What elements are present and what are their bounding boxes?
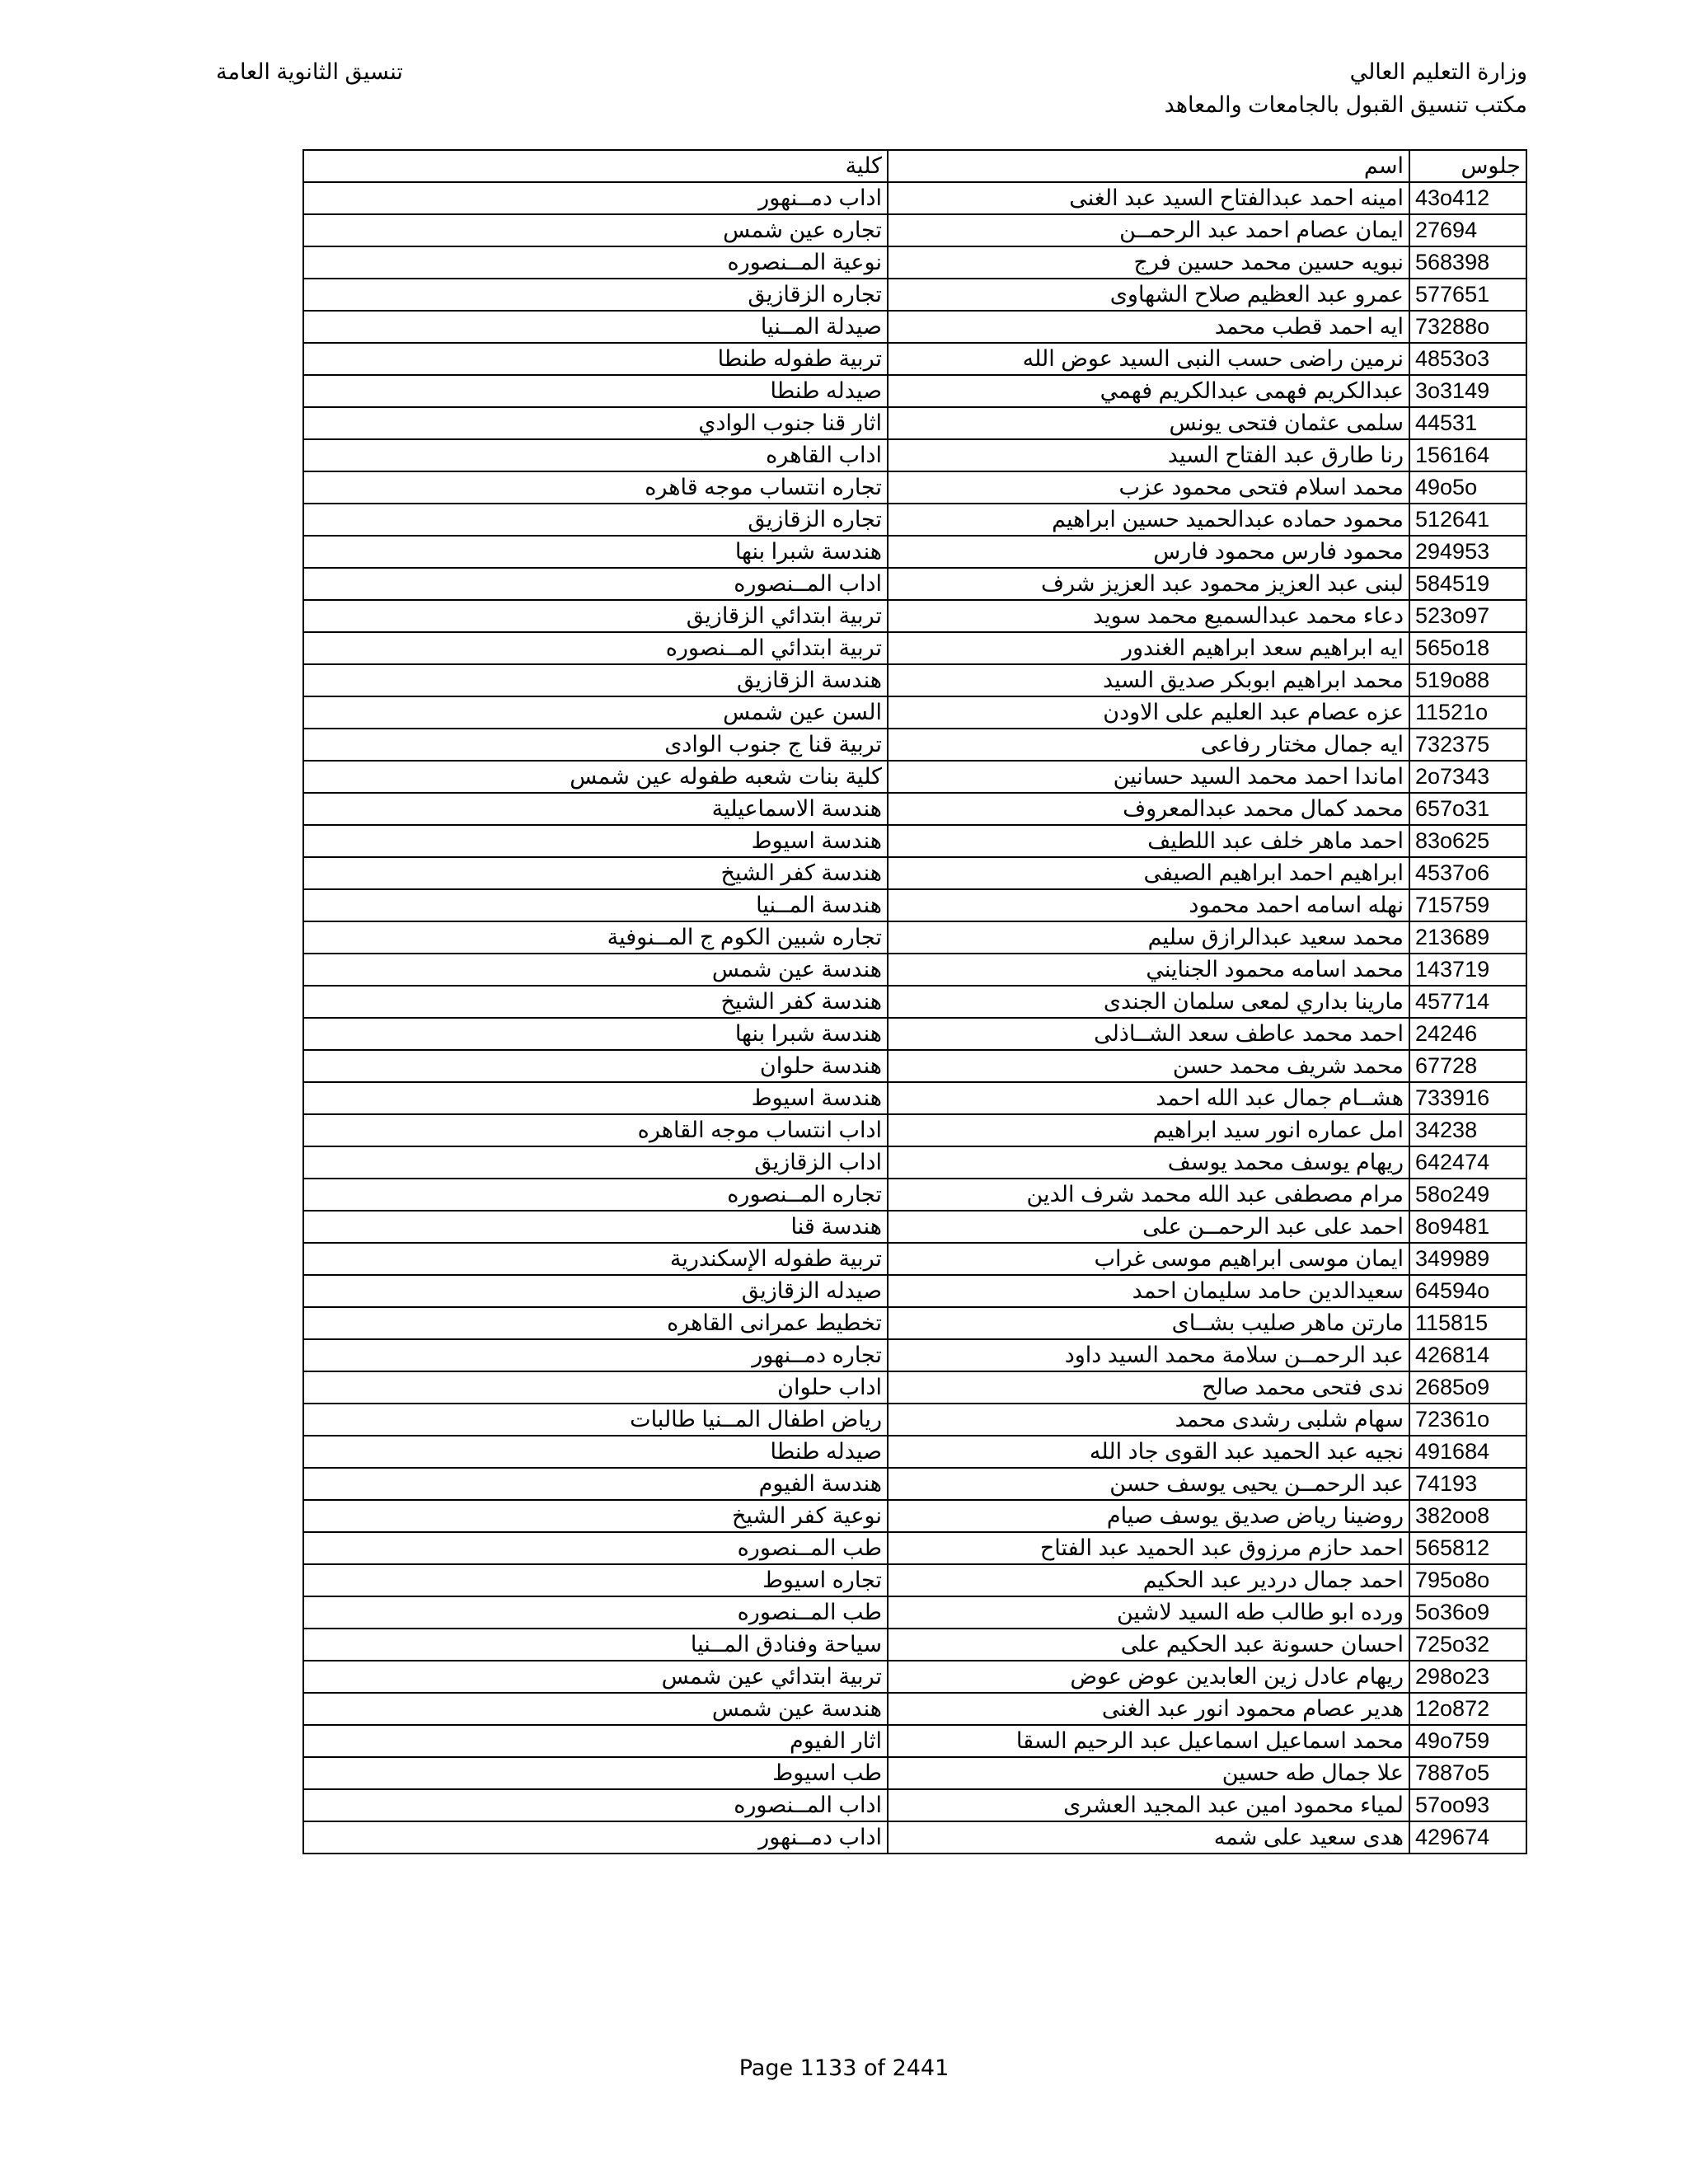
faculty-cell: تجاره دمــنهور [303, 1339, 888, 1371]
seat-number-cell: 457714 [1409, 986, 1526, 1018]
table-row [303, 889, 1526, 921]
table-row [303, 729, 1526, 761]
table-row [303, 279, 1526, 311]
faculty-cell: تخطيط عمرانى القاهره [303, 1307, 888, 1339]
table-row [303, 504, 1526, 536]
faculty-cell: هندسة اسيوط [303, 825, 888, 857]
name-cell: ندى فتحى محمد صالح [888, 1371, 1409, 1404]
name-cell: محمود فارس محمود فارس [888, 536, 1409, 568]
faculty-cell: اداب انتساب موجه القاهره [303, 1114, 888, 1146]
name-cell: محمد اسامه محمود الجنايني [888, 954, 1409, 986]
seat-number-cell: 58o249 [1409, 1179, 1526, 1211]
faculty-cell: تربية طفوله طنطا [303, 343, 888, 375]
name-cell: نرمين راضى حسب النبى السيد عوض الله [888, 343, 1409, 375]
seat-number-cell: 715759 [1409, 889, 1526, 921]
seat-number-cell: 642474 [1409, 1146, 1526, 1179]
seat-number-cell: 657o31 [1409, 793, 1526, 825]
column-header-faculty: كلية [303, 150, 888, 182]
name-cell: محمد ابراهيم ابوبكر صديق السيد [888, 664, 1409, 696]
faculty-cell: تجاره شبين الكوم ج المــنوفية [303, 921, 888, 954]
faculty-cell: صيدله الزقازيق [303, 1275, 888, 1307]
faculty-cell: اداب المــنصوره [303, 568, 888, 600]
ministry-title: وزارة التعليم العالي [1349, 59, 1527, 84]
page-number: Page 1133 of 2441 [738, 2055, 950, 2081]
name-cell: سعيدالدين حامد سليمان احمد [888, 1275, 1409, 1307]
name-cell: نهله اسامه احمد محمود [888, 889, 1409, 921]
seat-number-cell: 725o32 [1409, 1629, 1526, 1661]
faculty-cell: طب اسيوط [303, 1757, 888, 1789]
name-cell: مارتن ماهر صليب بشــاى [888, 1307, 1409, 1339]
seat-number-cell: 43o412 [1409, 182, 1526, 214]
faculty-cell: تربية طفوله الإسكندرية [303, 1243, 888, 1275]
faculty-cell: هندسة قنا [303, 1211, 888, 1243]
seat-number-cell: 298o23 [1409, 1661, 1526, 1693]
seat-number-cell: 4853o3 [1409, 343, 1526, 375]
table-row [303, 1404, 1526, 1436]
name-cell: محمد اسلام فتحى محمود عزب [888, 471, 1409, 504]
table-row [303, 1050, 1526, 1082]
faculty-cell: صيدله طنطا [303, 1436, 888, 1468]
faculty-cell: صيدلة المــنيا [303, 311, 888, 343]
name-cell: محمد سعيد عبدالرازق سليم [888, 921, 1409, 954]
seat-number-cell: 577651 [1409, 279, 1526, 311]
faculty-cell: هندسة المــنيا [303, 889, 888, 921]
name-cell: ريهام يوسف محمد يوسف [888, 1146, 1409, 1179]
faculty-cell: هندسة كفر الشيخ [303, 986, 888, 1018]
seat-number-cell: 565812 [1409, 1532, 1526, 1564]
seat-number-cell: 349989 [1409, 1243, 1526, 1275]
table-row [303, 182, 1526, 214]
seat-number-cell: 795o8o [1409, 1564, 1526, 1596]
seat-number-cell: 512641 [1409, 504, 1526, 536]
faculty-cell: تربية ابتدائي الزقازيق [303, 600, 888, 632]
seat-number-cell: 74193 [1409, 1468, 1526, 1500]
seat-number-cell: 11521o [1409, 696, 1526, 729]
table-row [303, 632, 1526, 664]
table-row [303, 343, 1526, 375]
column-header-seat: جلوس [1409, 150, 1526, 182]
table-header-row [303, 150, 1526, 182]
table-row [303, 696, 1526, 729]
seat-number-cell: 83o625 [1409, 825, 1526, 857]
table-row [303, 1275, 1526, 1307]
name-cell: محمد شريف محمد حسن [888, 1050, 1409, 1082]
faculty-cell: طب المــنصوره [303, 1596, 888, 1629]
faculty-cell: صيدله طنطا [303, 375, 888, 407]
faculty-cell: تجاره عين شمس [303, 214, 888, 246]
name-cell: هدير عصام محمود انور عبد الغنى [888, 1693, 1409, 1725]
table-row [303, 471, 1526, 504]
name-cell: امل عماره انور سيد ابراهيم [888, 1114, 1409, 1146]
faculty-cell: هندسة عين شمس [303, 954, 888, 986]
name-cell: احسان حسونة عبد الحكيم على [888, 1629, 1409, 1661]
faculty-cell: سياحة وفنادق المــنيا [303, 1629, 888, 1661]
table-row [303, 1243, 1526, 1275]
table-row [303, 1821, 1526, 1854]
faculty-cell: اثار الفيوم [303, 1725, 888, 1757]
table-row [303, 1371, 1526, 1404]
faculty-cell: اثار قنا جنوب الوادي [303, 407, 888, 439]
seat-number-cell: 12o872 [1409, 1693, 1526, 1725]
name-cell: سهام شلبى رشدى محمد [888, 1404, 1409, 1436]
seat-number-cell: 115815 [1409, 1307, 1526, 1339]
seat-number-cell: 584519 [1409, 568, 1526, 600]
page-header-ministry [1165, 55, 1527, 121]
name-cell: ايه جمال مختار رفاعى [888, 729, 1409, 761]
table-body [303, 182, 1526, 1854]
seat-number-cell: 5o36o9 [1409, 1596, 1526, 1629]
table-row [303, 1757, 1526, 1789]
seat-number-cell: 2o7343 [1409, 761, 1526, 793]
table-row [303, 1179, 1526, 1211]
table-row [303, 1725, 1526, 1757]
table-row [303, 664, 1526, 696]
table-row [303, 1146, 1526, 1179]
faculty-cell: طب المــنصوره [303, 1532, 888, 1564]
faculty-cell: اداب الزقازيق [303, 1146, 888, 1179]
faculty-cell: هندسة عين شمس [303, 1693, 888, 1725]
name-cell: عزه عصام عبد العليم على الاودن [888, 696, 1409, 729]
name-cell: ورده ابو طالب طه السيد لاشين [888, 1596, 1409, 1629]
table-row [303, 825, 1526, 857]
seat-number-cell: 156164 [1409, 439, 1526, 471]
name-cell: ريهام عادل زين العابدين عوض عوض [888, 1661, 1409, 1693]
name-cell: مرام مصطفى عبد الله محمد شرف الدين [888, 1179, 1409, 1211]
seat-number-cell: 57oo93 [1409, 1789, 1526, 1821]
table-row [303, 1211, 1526, 1243]
faculty-cell: هندسة حلوان [303, 1050, 888, 1082]
table-row [303, 214, 1526, 246]
table-row [303, 1500, 1526, 1532]
table-row [303, 1082, 1526, 1114]
table-row [303, 1114, 1526, 1146]
faculty-cell: تجاره الزقازيق [303, 279, 888, 311]
name-cell: محمد اسماعيل اسماعيل عبد الرحيم السقا [888, 1725, 1409, 1757]
seat-number-cell: 2685o9 [1409, 1371, 1526, 1404]
name-cell: اماندا احمد محمد السيد حسانين [888, 761, 1409, 793]
name-cell: ايه ابراهيم سعد ابراهيم الغندور [888, 632, 1409, 664]
table-row [303, 600, 1526, 632]
seat-number-cell: 34238 [1409, 1114, 1526, 1146]
table-row [303, 857, 1526, 889]
faculty-cell: هندسة الاسماعيلية [303, 793, 888, 825]
table-row [303, 1468, 1526, 1500]
seat-number-cell: 568398 [1409, 246, 1526, 279]
name-cell: احمد على عبد الرحمــن على [888, 1211, 1409, 1243]
faculty-cell: تجاره الزقازيق [303, 504, 888, 536]
name-cell: عمرو عبد العظيم صلاح الشهاوى [888, 279, 1409, 311]
table-row [303, 1436, 1526, 1468]
name-cell: لبنى عبد العزيز محمود عبد العزيز شرف [888, 568, 1409, 600]
name-cell: هدى سعيد على شمه [888, 1821, 1409, 1854]
office-title: مكتب تنسيق القبول بالجامعات والمعاهد [1164, 92, 1527, 117]
faculty-cell: كلية بنات شعبه طفوله عين شمس [303, 761, 888, 793]
faculty-cell: تربية ابتدائي عين شمس [303, 1661, 888, 1693]
name-cell: ايمان عصام احمد عبد الرحمــن [888, 214, 1409, 246]
seat-number-cell: 73288o [1409, 311, 1526, 343]
name-cell: احمد ماهر خلف عبد اللطيف [888, 825, 1409, 857]
name-cell: ايمان موسى ابراهيم موسى غراب [888, 1243, 1409, 1275]
name-cell: احمد حازم مرزوق عبد الحميد عبد الفتاح [888, 1532, 1409, 1564]
seat-number-cell: 67728 [1409, 1050, 1526, 1082]
faculty-cell: تجاره المــنصوره [303, 1179, 888, 1211]
table-row [303, 1339, 1526, 1371]
faculty-cell: هندسة الزقازيق [303, 664, 888, 696]
table-row [303, 1661, 1526, 1693]
table-row [303, 1564, 1526, 1596]
coordination-title: تنسيق الثانوية العامة [216, 59, 403, 84]
faculty-cell: تجاره انتساب موجه قاهره [303, 471, 888, 504]
name-cell: لمياء محمود امين عبد المجيد العشرى [888, 1789, 1409, 1821]
name-cell: عبد الرحمــن يحيى يوسف حسن [888, 1468, 1409, 1500]
faculty-cell: تجاره اسيوط [303, 1564, 888, 1596]
faculty-cell: اداب دمــنهور [303, 182, 888, 214]
name-cell: عبدالكريم فهمى عبدالكريم فهمي [888, 375, 1409, 407]
faculty-cell: تربية قنا ج جنوب الوادى [303, 729, 888, 761]
seat-number-cell: 732375 [1409, 729, 1526, 761]
faculty-cell: هندسة شبرا بنها [303, 536, 888, 568]
faculty-cell: تربية ابتدائي المــنصوره [303, 632, 888, 664]
name-cell: محمد كمال محمد عبدالمعروف [888, 793, 1409, 825]
faculty-cell: السن عين شمس [303, 696, 888, 729]
table-row [303, 921, 1526, 954]
seat-number-cell: 4537o6 [1409, 857, 1526, 889]
seat-number-cell: 49o5o [1409, 471, 1526, 504]
seat-number-cell: 49o759 [1409, 1725, 1526, 1757]
table-row [303, 246, 1526, 279]
name-cell: ايه احمد قطب محمد [888, 311, 1409, 343]
faculty-cell: هندسة الفيوم [303, 1468, 888, 1500]
faculty-cell: نوعية المــنصوره [303, 246, 888, 279]
seat-number-cell: 24246 [1409, 1018, 1526, 1050]
table-row [303, 536, 1526, 568]
name-cell: علا جمال طه حسين [888, 1757, 1409, 1789]
seat-number-cell: 213689 [1409, 921, 1526, 954]
name-cell: دعاء محمد عبدالسميع محمد سويد [888, 600, 1409, 632]
faculty-cell: هندسة شبرا بنها [303, 1018, 888, 1050]
name-cell: سلمى عثمان فتحى يونس [888, 407, 1409, 439]
table-row [303, 407, 1526, 439]
seat-number-cell: 426814 [1409, 1339, 1526, 1371]
seat-number-cell: 429674 [1409, 1821, 1526, 1854]
seat-number-cell: 7887o5 [1409, 1757, 1526, 1789]
column-header-name: اسم [888, 150, 1409, 182]
faculty-cell: اداب دمــنهور [303, 1821, 888, 1854]
seat-number-cell: 733916 [1409, 1082, 1526, 1114]
seat-number-cell: 294953 [1409, 536, 1526, 568]
faculty-cell: اداب القاهره [303, 439, 888, 471]
seat-number-cell: 491684 [1409, 1436, 1526, 1468]
table-row [303, 1693, 1526, 1725]
table-row [303, 1789, 1526, 1821]
name-cell: امينه احمد عبدالفتاح السيد عبد الغنى [888, 182, 1409, 214]
seat-number-cell: 64594o [1409, 1275, 1526, 1307]
seat-number-cell: 72361o [1409, 1404, 1526, 1436]
seat-number-cell: 8o9481 [1409, 1211, 1526, 1243]
faculty-cell: هندسة كفر الشيخ [303, 857, 888, 889]
faculty-cell: رياض اطفال المــنيا طالبات [303, 1404, 888, 1436]
seat-number-cell: 143719 [1409, 954, 1526, 986]
table-row [303, 1018, 1526, 1050]
results-table [302, 149, 1527, 1854]
table-row [303, 761, 1526, 793]
table-row [303, 986, 1526, 1018]
name-cell: مارينا بداري لمعى سلمان الجندى [888, 986, 1409, 1018]
name-cell: احمد محمد عاطف سعد الشــاذلى [888, 1018, 1409, 1050]
seat-number-cell: 27694 [1409, 214, 1526, 246]
table-row [303, 954, 1526, 986]
table-row [303, 568, 1526, 600]
table-row [303, 311, 1526, 343]
table-row [303, 439, 1526, 471]
table-row [303, 1532, 1526, 1564]
faculty-cell: نوعية كفر الشيخ [303, 1500, 888, 1532]
name-cell: رنا طارق عبد الفتاح السيد [888, 439, 1409, 471]
faculty-cell: اداب المــنصوره [303, 1789, 888, 1821]
table-row [303, 1629, 1526, 1661]
name-cell: احمد جمال دردير عبد الحكيم [888, 1564, 1409, 1596]
table-row [303, 1307, 1526, 1339]
faculty-cell: اداب حلوان [303, 1371, 888, 1404]
name-cell: محمود حماده عبدالحميد حسين ابراهيم [888, 504, 1409, 536]
table-row [303, 1596, 1526, 1629]
name-cell: نبويه حسين محمد حسين فرج [888, 246, 1409, 279]
seat-number-cell: 3o3149 [1409, 375, 1526, 407]
seat-number-cell: 382oo8 [1409, 1500, 1526, 1532]
name-cell: روضينا رياض صديق يوسف صيام [888, 1500, 1409, 1532]
name-cell: هشــام جمال عبد الله احمد [888, 1082, 1409, 1114]
name-cell: ابراهيم احمد ابراهيم الصيفى [888, 857, 1409, 889]
faculty-cell: هندسة اسيوط [303, 1082, 888, 1114]
name-cell: عبد الرحمــن سلامة محمد السيد داود [888, 1339, 1409, 1371]
seat-number-cell: 519o88 [1409, 664, 1526, 696]
seat-number-cell: 565o18 [1409, 632, 1526, 664]
seat-number-cell: 44531 [1409, 407, 1526, 439]
table-row [303, 793, 1526, 825]
name-cell: نجيه عبد الحميد عبد القوى جاد الله [888, 1436, 1409, 1468]
seat-number-cell: 523o97 [1409, 600, 1526, 632]
table-row [303, 375, 1526, 407]
